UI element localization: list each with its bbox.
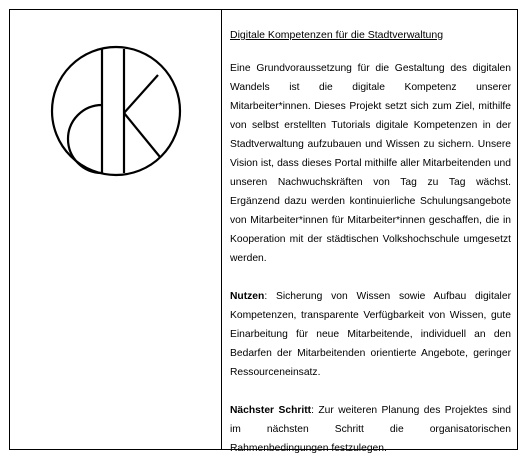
next-step-paragraph [230,401,511,458]
intro-paragraph: Eine Grundvoraussetzung für die Gestaltung des digitalen Wandels ist die digitale Kompetenz unserer Mitarbeiter*innen. Dieses Projekt setzt sich zum Ziel, mithilfe von selbst erstellten Tutorials digitale Kompetenzen in der Stadtverwaltung aufzubauen und Wissen zu sichern. Unsere Vision ist, dass dieses Portal mithilfe aller Mitarbeitenden und unseren Nachwuchskräften von Tag zu Tag wächst. Ergänzend dazu werden kontinuierliche Schulungsangebote von Mitarbeiter*innen für Mitarbeiter*innen geschaffen, die in Kooperation mit der städtischen Volkshochschule umgesetzt werden. [230,63,511,264]
benefit-paragraph [230,287,511,382]
benefit-text: : Sicherung von Wissen sowie Aufbau digitaler Kompetenzen, transparente Verfügbarkeit von Wissen, gute Einarbeitung für neue Mitarbeitende, individuell an den Bedarfen der Mitarbeitenden orientierte Angebote, geringer Ressourceneinsatz. [230,291,511,378]
next-step-text: : Zur weiteren Planung des Projektes sind im nächsten Schritt die organisatorischen Rahmenbedingungen festzulegen. [230,405,511,454]
project-card [9,9,518,454]
benefit-label: Nutzen [230,291,265,302]
description-cell [222,10,517,454]
project-title: Digitale Kompetenzen für die Stadtverwaltung [230,29,444,41]
dk-logo-icon [50,45,182,177]
logo-cell [10,10,222,449]
next-step-label: Nächster Schritt [230,405,312,416]
